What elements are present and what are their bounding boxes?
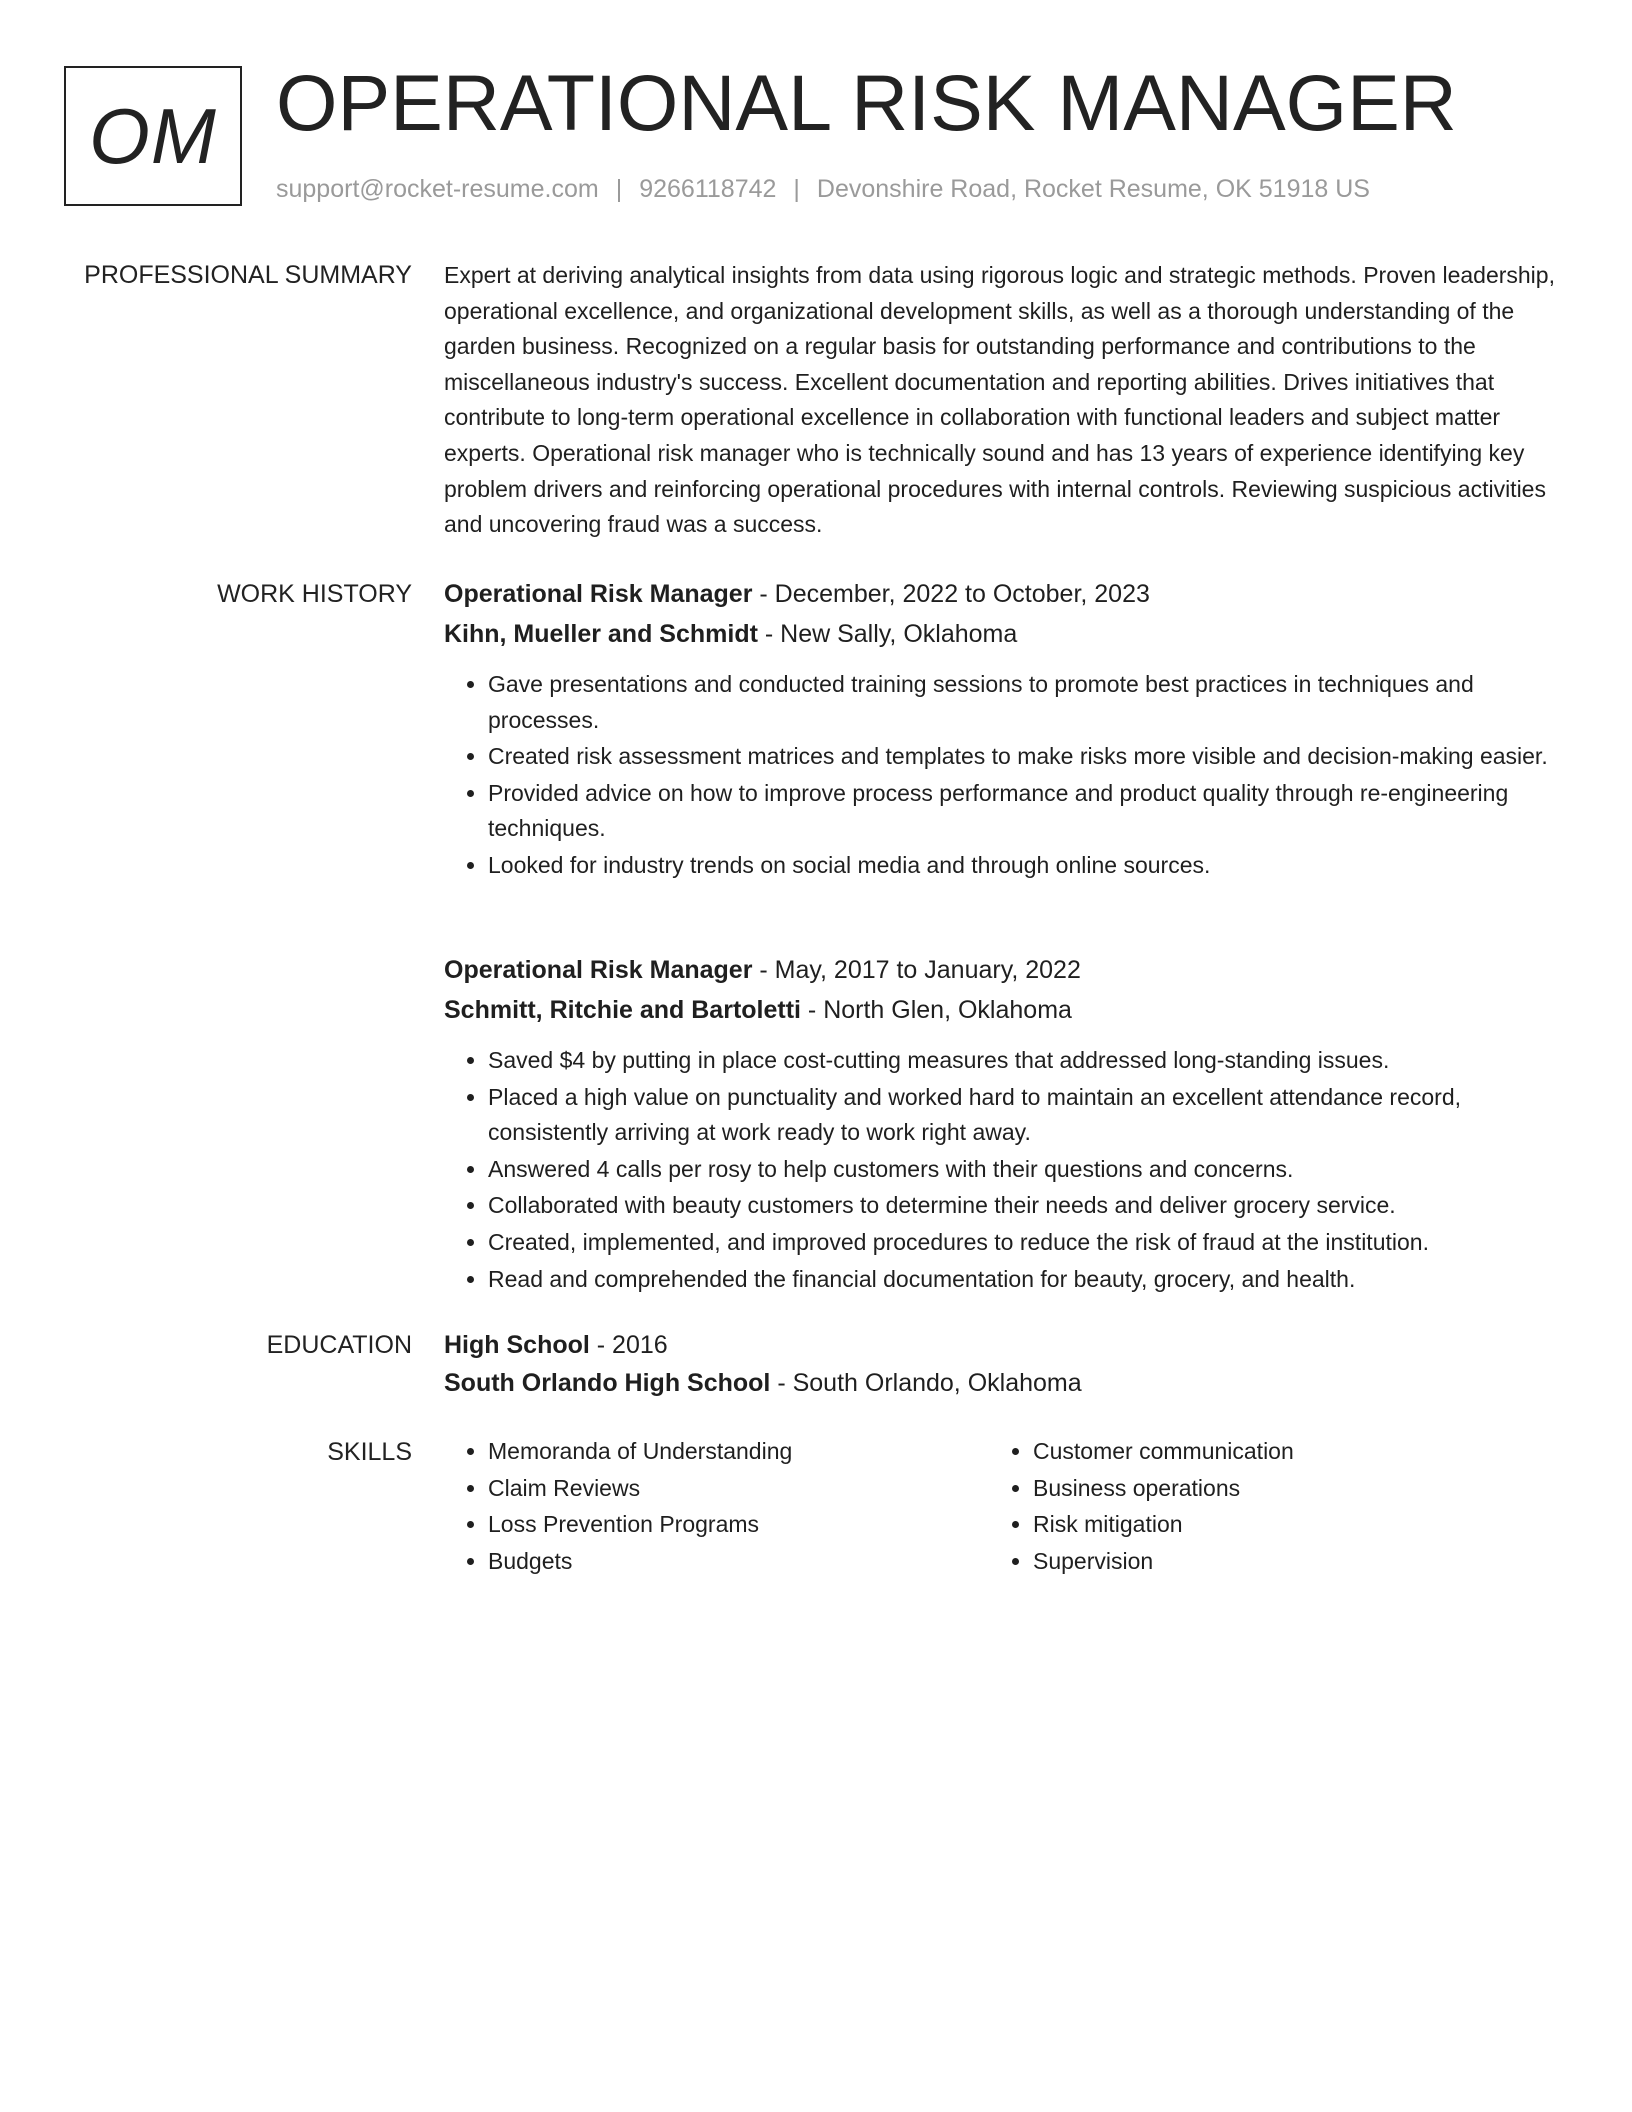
list-item: • Supervision xyxy=(1033,1544,1534,1580)
job-company-line xyxy=(444,617,1556,651)
education-location: - South Orlando, Oklahoma xyxy=(770,1369,1082,1397)
job-title-line xyxy=(444,577,1556,611)
list-item: • Claim Reviews xyxy=(488,1471,989,1507)
job-entry xyxy=(444,577,1556,884)
list-item: • Read and comprehended the financial documentation for beauty, grocery, and health. xyxy=(488,1262,1556,1298)
education-degree-line xyxy=(444,1328,1556,1362)
section-label-education: EDUCATION xyxy=(266,1331,412,1359)
list-item: • Provided advice on how to improve process performance and product quality through re-engineering techniques. xyxy=(488,776,1556,847)
skills-list-left xyxy=(444,1434,989,1579)
job-title-line xyxy=(444,953,1556,987)
skills-columns xyxy=(444,1434,1556,1580)
education-school: South Orlando High School xyxy=(444,1369,771,1397)
job-title: Operational Risk Manager xyxy=(444,956,753,984)
list-item: • Looked for industry trends on social media and through online sources. xyxy=(488,848,1556,884)
job-dates: - December, 2022 to October, 2023 xyxy=(752,580,1150,608)
summary-text: Expert at deriving analytical insights from data using rigorous logic and strategic methods. Proven leadership, operational excellence, and organizational development skills, as well as a thorough understanding of the garden business. Recognized on a regular basis for outstanding performance and contributions to the miscellaneous industry's success. Excellent documentation and reporting abilities. Drives initiatives that contribute to long-term operational excellence in collaboration with functional leaders and subject matter experts. Operational risk manager who is technically sound and has 13 years of experience identifying key problem drivers and reinforcing operational procedures with internal controls. Reviewing suspicious activities and uncovering fraud was a success. xyxy=(444,262,1555,538)
skills-list-right xyxy=(989,1434,1534,1579)
list-item: • Risk mitigation xyxy=(1033,1507,1534,1543)
list-item: • Placed a high value on punctuality and worked hard to maintain an excellent attendance record, consistently arriving at work ready to work right away. xyxy=(488,1080,1556,1151)
contact-address: Devonshire Road, Rocket Resume, OK 51918 US xyxy=(816,175,1370,203)
list-item: • Saved $4 by putting in place cost-cutting measures that addressed long-standing issues. xyxy=(488,1043,1556,1079)
list-item: • Gave presentations and conducted training sessions to promote best practices in techniques and processes. xyxy=(488,667,1556,738)
contact-separator: | xyxy=(793,175,800,203)
list-item: • Answered 4 calls per rosy to help customers with their questions and concerns. xyxy=(488,1152,1556,1188)
job-location: - New Sally, Oklahoma xyxy=(757,620,1018,648)
skills-column-left xyxy=(444,1434,989,1580)
section-label-skills: SKILLS xyxy=(327,1438,412,1466)
contact-separator: | xyxy=(615,175,623,203)
list-item: • Budgets xyxy=(488,1544,989,1580)
contact-email[interactable]: support@rocket-resume.com xyxy=(276,175,599,203)
work-history-body xyxy=(444,577,1556,1292)
education-degree: High School xyxy=(444,1331,590,1359)
list-item: • Created, implemented, and improved procedures to reduce the risk of fraud at the institution. xyxy=(488,1225,1556,1261)
list-item: • Memoranda of Understanding xyxy=(488,1434,989,1470)
job-entry xyxy=(444,953,1556,1298)
section-label-summary: PROFESSIONAL SUMMARY xyxy=(84,261,412,289)
summary-body xyxy=(444,258,1556,543)
section-label-work-history: WORK HISTORY xyxy=(217,580,412,608)
education-body xyxy=(444,1328,1556,1400)
job-location: - North Glen, Oklahoma xyxy=(800,996,1072,1024)
job-company-line xyxy=(444,993,1556,1027)
monogram: OM xyxy=(64,66,242,206)
list-item: • Customer communication xyxy=(1033,1434,1534,1470)
list-item: • Business operations xyxy=(1033,1471,1534,1507)
job-company: Kihn, Mueller and Schmidt xyxy=(444,620,758,648)
job-dates: - May, 2017 to January, 2022 xyxy=(752,956,1081,984)
skills-column-right xyxy=(989,1434,1534,1580)
resume-title: OPERATIONAL RISK MANAGER xyxy=(276,58,1457,147)
job-title: Operational Risk Manager xyxy=(444,580,753,608)
education-school-line xyxy=(444,1366,1556,1400)
skills-body xyxy=(444,1434,1556,1580)
list-item: • Loss Prevention Programs xyxy=(488,1507,989,1543)
contact-phone[interactable]: 9266118742 xyxy=(639,175,777,203)
education-year: - 2016 xyxy=(589,1331,668,1359)
job-bullets xyxy=(444,1043,1556,1297)
job-company: Schmitt, Ritchie and Bartoletti xyxy=(444,996,801,1024)
contact-line xyxy=(276,172,1370,206)
list-item: • Collaborated with beauty customers to determine their needs and deliver grocery service. xyxy=(488,1188,1556,1224)
job-bullets xyxy=(444,667,1556,884)
list-item: • Created risk assessment matrices and templates to make risks more visible and decision-making easier. xyxy=(488,739,1556,775)
